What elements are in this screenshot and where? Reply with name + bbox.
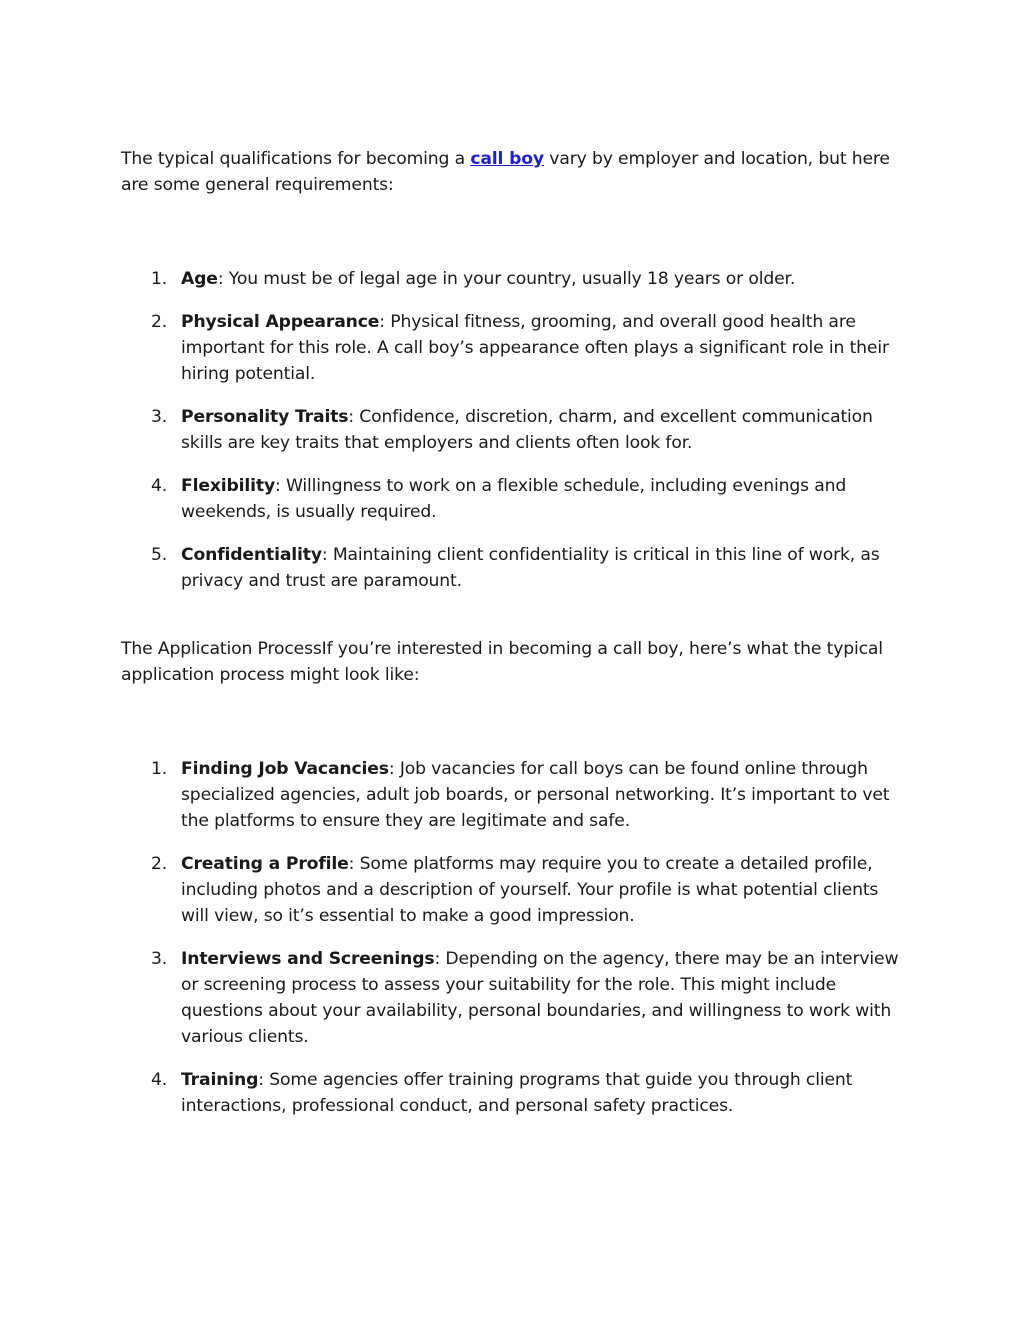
intro-text-before: The typical qualifications for becoming a: [121, 149, 471, 169]
item-text: : Some agencies offer training programs that guide you through client interactions, professional conduct, and personal safety practices.: [181, 1070, 853, 1116]
qualifications-list: [121, 266, 911, 611]
item-term: Training: [181, 1070, 259, 1090]
item-text: : Job vacancies for call boys can be found online through specialized agencies, adult job boards, or personal networking. It’s important to vet the platforms to ensure they are legitimate and safe.: [181, 759, 890, 831]
item-number: 1.: [151, 759, 168, 779]
item-number: 5.: [151, 545, 168, 565]
item-term: Flexibility: [181, 476, 276, 496]
item-text: : Physical fitness, grooming, and overall good health are important for this role. A call boy’s appearance often plays a significant role in their hiring potential.: [181, 312, 889, 384]
item-text: : You must be of legal age in your country, usually 18 years or older.: [217, 269, 796, 289]
item-term: Age: [181, 269, 218, 289]
item-term: Physical Appearance: [181, 312, 380, 332]
list-item: [121, 404, 911, 456]
item-number: 1.: [151, 269, 168, 289]
item-number: 3.: [151, 949, 168, 969]
item-text: : Depending on the agency, there may be an interview or screening process to assess your suitability for the role. This might include questions about your availability, personal boundaries, and willingness to work with various clients.: [181, 949, 899, 1047]
item-number: 2.: [151, 854, 168, 874]
item-term: Creating a Profile: [181, 854, 349, 874]
list-item: [121, 542, 911, 594]
item-term: Interviews and Screenings: [181, 949, 435, 969]
item-text: : Some platforms may require you to create a detailed profile, including photos and a description of yourself. Your profile is what potential clients will view, so it’s essential to make a good impression.: [181, 854, 879, 926]
list-item: [121, 266, 911, 292]
item-number: 4.: [151, 476, 168, 496]
item-number: 4.: [151, 1070, 168, 1090]
intro-text-after: vary by employer and location, but here are some general requirements:: [121, 149, 890, 195]
item-text: : Willingness to work on a flexible schedule, including evenings and weekends, is usually required.: [181, 476, 847, 522]
item-text: : Confidence, discretion, charm, and excellent communication skills are key traits that employers and clients often look for.: [181, 407, 873, 453]
call-boy-link[interactable]: call boy: [470, 149, 544, 169]
item-term: Personality Traits: [181, 407, 349, 427]
process-intro-paragraph: The Application ProcessIf you’re interested in becoming a call boy, here’s what the typical application process might look like:: [121, 639, 883, 685]
item-term: Confidentiality: [181, 545, 322, 565]
list-item: [121, 473, 911, 525]
item-term: Finding Job Vacancies: [181, 759, 389, 779]
list-item: [121, 946, 911, 1050]
item-number: 2.: [151, 312, 168, 332]
list-item: [121, 1067, 911, 1119]
item-text: : Maintaining client confidentiality is critical in this line of work, as privacy and trust are paramount.: [181, 545, 880, 591]
list-item: [121, 756, 911, 834]
intro-paragraph: [121, 146, 911, 198]
list-item: [121, 851, 911, 929]
item-number: 3.: [151, 407, 168, 427]
list-item: [121, 309, 911, 387]
process-steps-list: [121, 756, 911, 1136]
